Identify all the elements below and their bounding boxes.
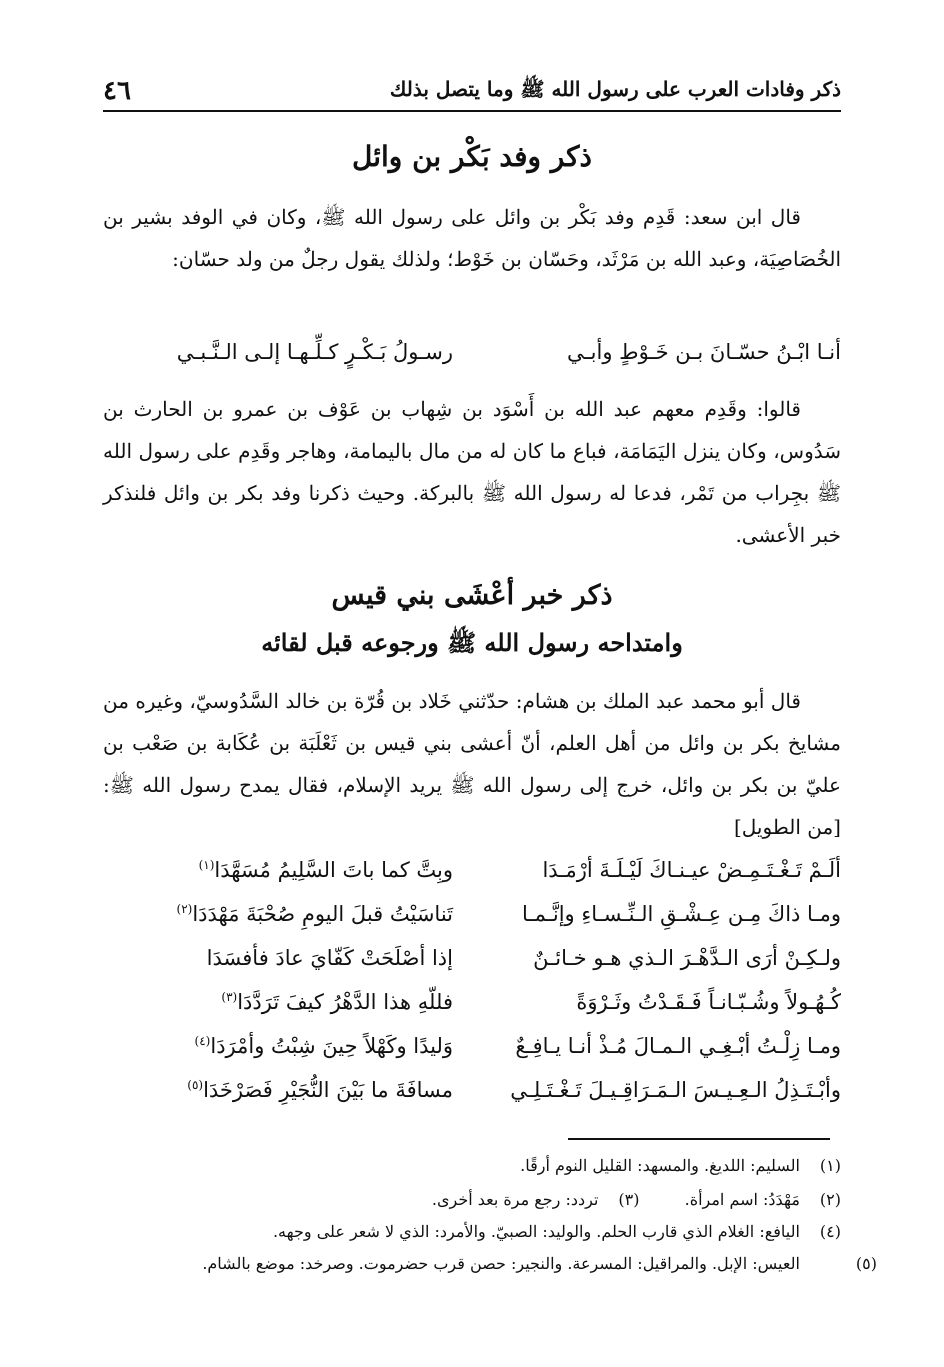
footnote [103, 1152, 841, 1180]
footnote-text: العيس: الإبل. والمراقيل: المسرعة. والنجير: حصن قرب حضرموت. وصرخد: موضع بالشام. [202, 1254, 800, 1273]
verse-second-hemistich [123, 1034, 453, 1058]
verse-first-hemistich: وأبْـتَـذِلُ الـعِـيـسَ الـمَـرَاقِـيـلَ تَـغْـتَـلِـي [510, 1078, 841, 1102]
footnote-number: (٤) [819, 1222, 841, 1241]
page-header [103, 72, 841, 112]
verse-second-hemistich: رسـولُ بَـكْـرٍ كـلِّـهـا إلـى الـنَّـبـي [176, 340, 453, 364]
verse-second-text: وَليدًا وكَهْلاً حِينَ شِبْتُ وأمْرَدَا [210, 1034, 453, 1058]
verse-first-hemistich: ولـكِـنْ أرَى الـدَّهْـرَ الـذي هـو خـائـنٌ [533, 946, 841, 970]
verse-first-hemistich: أنـا ابْـنُ حسّـانَ بـن خَـوْطٍ وأبـي [567, 340, 841, 364]
poem-verse [103, 340, 841, 380]
verse-second-hemistich [123, 946, 453, 970]
verse-first-hemistich: ومـا ذاكَ مِـن عِـشْـقِ الـنِّـسـاءِ وإنَّـمـا [522, 902, 841, 926]
footnote-text: اليافع: الغلام الذي قارب الحلم. والوليد: الصبيّ. والأمرد: الذي لا شعر على وجهه. [272, 1222, 800, 1241]
verse-second-text: وبِتَّ كما باتَ السَّلِيمُ مُسَهَّدَا [214, 858, 453, 882]
footnote-marker: (٥) [187, 1078, 204, 1092]
footnote [103, 1218, 841, 1246]
poem-verse [103, 946, 841, 986]
section-title: ذكر خبر أعْشَى بني قيس [331, 580, 613, 611]
verse-first-hemistich: ألَـمْ تَـغْـتَـمِـضْ عيـنـاكَ لَيْـلَـةَ أرْمَـدَا [542, 858, 841, 882]
footnote [103, 1186, 841, 1214]
poem-verse [103, 990, 841, 1030]
footnote-divider [568, 1138, 830, 1140]
meter-label: [من الطويل] [733, 815, 841, 839]
footnote-text: تردد: رجع مرة بعد أخرى. [431, 1190, 599, 1209]
footnote-marker: (٢) [176, 902, 193, 916]
footnote-number: (١) [819, 1156, 841, 1175]
footnote-number: (٣) [618, 1190, 640, 1209]
verse-first-hemistich: كُـهُـولاً وشُـبّـانـاً فَـقَـدْتُ وثَـرْوَةً [576, 990, 841, 1014]
page-number: ٤٦ [103, 76, 131, 106]
poem-verse [103, 1034, 841, 1074]
footnote-text: مَهْدَدُ: اسم امرأة. [684, 1190, 800, 1209]
section-title: ذكر وفد بَكْر بن وائل [352, 140, 592, 173]
footnote-marker: (١) [198, 858, 215, 872]
verse-second-hemistich [123, 990, 453, 1014]
verse-second-text: إذا أصْلَحَتْ كَفّايَ عادَ فأفسَدَا [206, 946, 453, 970]
paragraph: قالوا: وقَدِم معهم عبد الله بن أَسْوَد بن شِهاب بن عَوْف بن عمرو بن الحارث بن سَدُوس، وكان ينزل اليَمَامَة، فباع ما كان له من مال باليمامة، وهاجر وقَدِم على رسول الله ﷺ بجِراب من تَمْر، فدعا له رسول الله ﷺ بالبركة. وحيث ذكرنا وفد بكر بن وائل فلنذكر خبر الأعشى. [103, 397, 841, 547]
footnote-marker: (٣) [221, 990, 238, 1004]
footnote-number: (٥) [855, 1254, 877, 1273]
verse-second-hemistich [123, 1078, 453, 1102]
section-subtitle: وامتداحه رسول الله ﷺ ورجوعه قبل لقائه [261, 628, 683, 657]
paragraph: قال ابن سعد: قَدِم وفد بَكْر بن وائل على رسول الله ﷺ، وكان في الوفد بشير بن الخُصَاصِيَة، وعبد الله بن مَرْثَد، وحَسّان بن خَوْط؛ ولذلك يقول رجلٌ من ولد حسّان: [103, 205, 841, 271]
verse-second-hemistich [123, 902, 453, 926]
verse-first-hemistich: ومـا زِلْـتُ أبْـغِـي الـمـالَ مُـذْ أنـا يـافِـعٌ [515, 1034, 841, 1058]
verse-second-text: تَناسَيْتُ قبلَ اليومِ صُحْبَةَ مَهْدَدَا [192, 902, 453, 926]
footnote-number: (٢) [819, 1190, 841, 1209]
footnote-text: السليم: اللديغ. والمسهد: القليل النوم أرقًا. [520, 1156, 800, 1175]
verse-second-text: فللّهِ هذا الدَّهْرُ كيفَ تَرَدَّدَا [237, 990, 453, 1014]
running-title: ذكر وفادات العرب على رسول الله ﷺ وما يتصل بذلك [389, 77, 841, 101]
poem-verse [103, 902, 841, 942]
paragraph-text: قال أبو محمد عبد الملك بن هشام: حدّثني خَلاد بن قُرّة بن خالد السَّدُوسيّ، وغيره من مشايخ بكر بن وائل من أهل العلم، أنّ أعشى بني قيس بن ثَعْلَبَة بن عُكَابة بن صَعْب بن عليّ بن بكر بن وائل، خرج إلى رسول الله ﷺ يريد الإسلام، فقال يمدح رسول الله ﷺ: [103, 689, 841, 797]
poem-verse [103, 1078, 841, 1118]
verse-second-hemistich [123, 858, 453, 882]
footnote-marker: (٤) [194, 1034, 211, 1048]
poem-verse [103, 858, 841, 898]
verse-second-text: مسافَةَ ما بَيْنَ النُّجَيْرِ فَصَرْخَدَا [203, 1078, 453, 1102]
footnote [103, 1250, 877, 1278]
paragraph [103, 680, 841, 848]
